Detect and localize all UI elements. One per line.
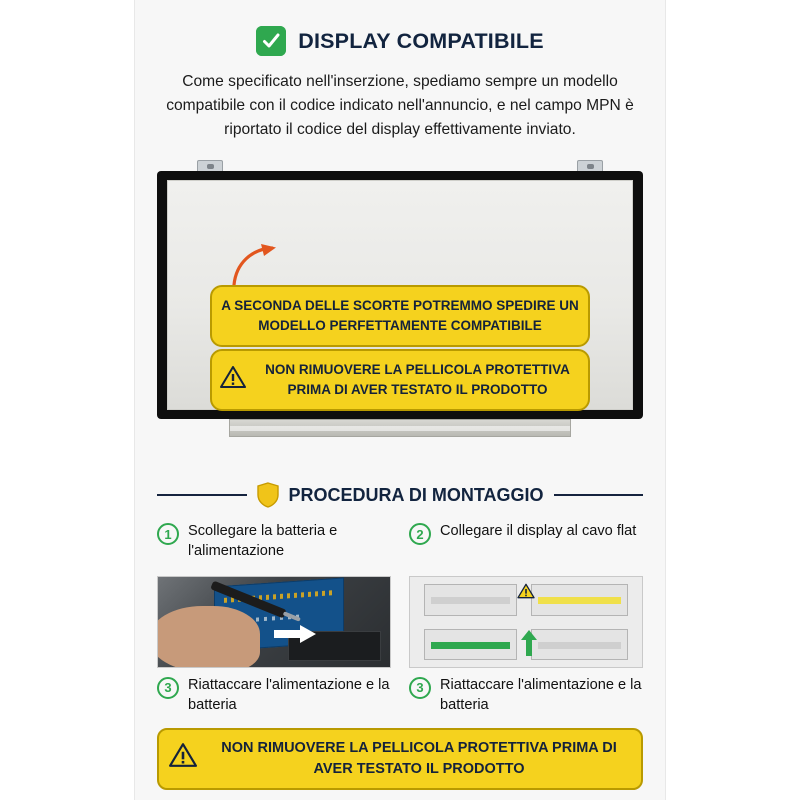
step-text: Collegare il display al cavo flat bbox=[440, 523, 637, 540]
step-text: Scollegare la batteria e l'alimentazione bbox=[188, 523, 338, 560]
up-arrow-icon bbox=[521, 630, 537, 661]
divider-left bbox=[157, 494, 247, 496]
compatibility-banner: A SECONDA DELLE SCORTE POTREMMO SPEDIRE UN MODELLO PERFETTAMENTE COMPATIBILE bbox=[210, 285, 590, 346]
divider-right bbox=[554, 494, 644, 496]
step-text: Riattaccare l'alimentazione e la batteria bbox=[440, 676, 642, 713]
step-number: 3 bbox=[409, 677, 431, 699]
assembly-step-1 bbox=[157, 522, 391, 561]
step-number: 3 bbox=[157, 677, 179, 699]
step-text: Riattaccare l'alimentazione e la batteria bbox=[188, 676, 390, 713]
warning-triangle-icon bbox=[220, 365, 246, 395]
warning-triangle-icon bbox=[169, 742, 197, 775]
assembly-steps-grid bbox=[157, 522, 643, 715]
footer-warning-banner bbox=[157, 728, 643, 790]
assembly-step-4 bbox=[409, 676, 643, 715]
warning-triangle-icon bbox=[517, 583, 535, 604]
assembly-section-title: PROCEDURA DI MONTAGGIO bbox=[288, 484, 544, 505]
assembly-section-header bbox=[157, 482, 643, 508]
display-screen bbox=[167, 180, 633, 410]
shield-icon bbox=[257, 482, 279, 508]
protective-film-banner-text: NON RIMUOVERE LA PELLICOLA PROTETTIVA PRIMA DI AVER TESTATO IL PRODOTTO bbox=[265, 362, 570, 398]
intro-text: Come specificato nell'inserzione, spediamo sempre un modello compatibile con il codice indicato nell'annuncio, e nel campo MPN è riportato il codice del display effettivamente inviato. bbox=[166, 73, 634, 139]
assembly-step-2 bbox=[409, 522, 643, 561]
display-lower-bar bbox=[229, 419, 571, 437]
right-margin bbox=[666, 0, 800, 800]
check-icon bbox=[256, 26, 286, 56]
page-title: DISPLAY COMPATIBILE bbox=[298, 28, 544, 53]
assembly-step-3 bbox=[157, 676, 391, 715]
step-number: 1 bbox=[157, 523, 179, 545]
header-row bbox=[135, 26, 665, 56]
step-number: 2 bbox=[409, 523, 431, 545]
flat-cable-connector-photo bbox=[409, 576, 643, 668]
display-illustration bbox=[157, 160, 643, 460]
white-arrow-icon bbox=[274, 625, 316, 643]
laptop-battery-disconnect-photo bbox=[157, 576, 391, 668]
left-margin bbox=[0, 0, 134, 800]
content-panel bbox=[134, 0, 666, 800]
protective-film-banner bbox=[210, 349, 590, 410]
footer-warning-text: NON RIMUOVERE LA PELLICOLA PROTETTIVA PRIMA DI AVER TESTATO IL PRODOTTO bbox=[221, 739, 617, 777]
display-bezel bbox=[157, 171, 643, 419]
